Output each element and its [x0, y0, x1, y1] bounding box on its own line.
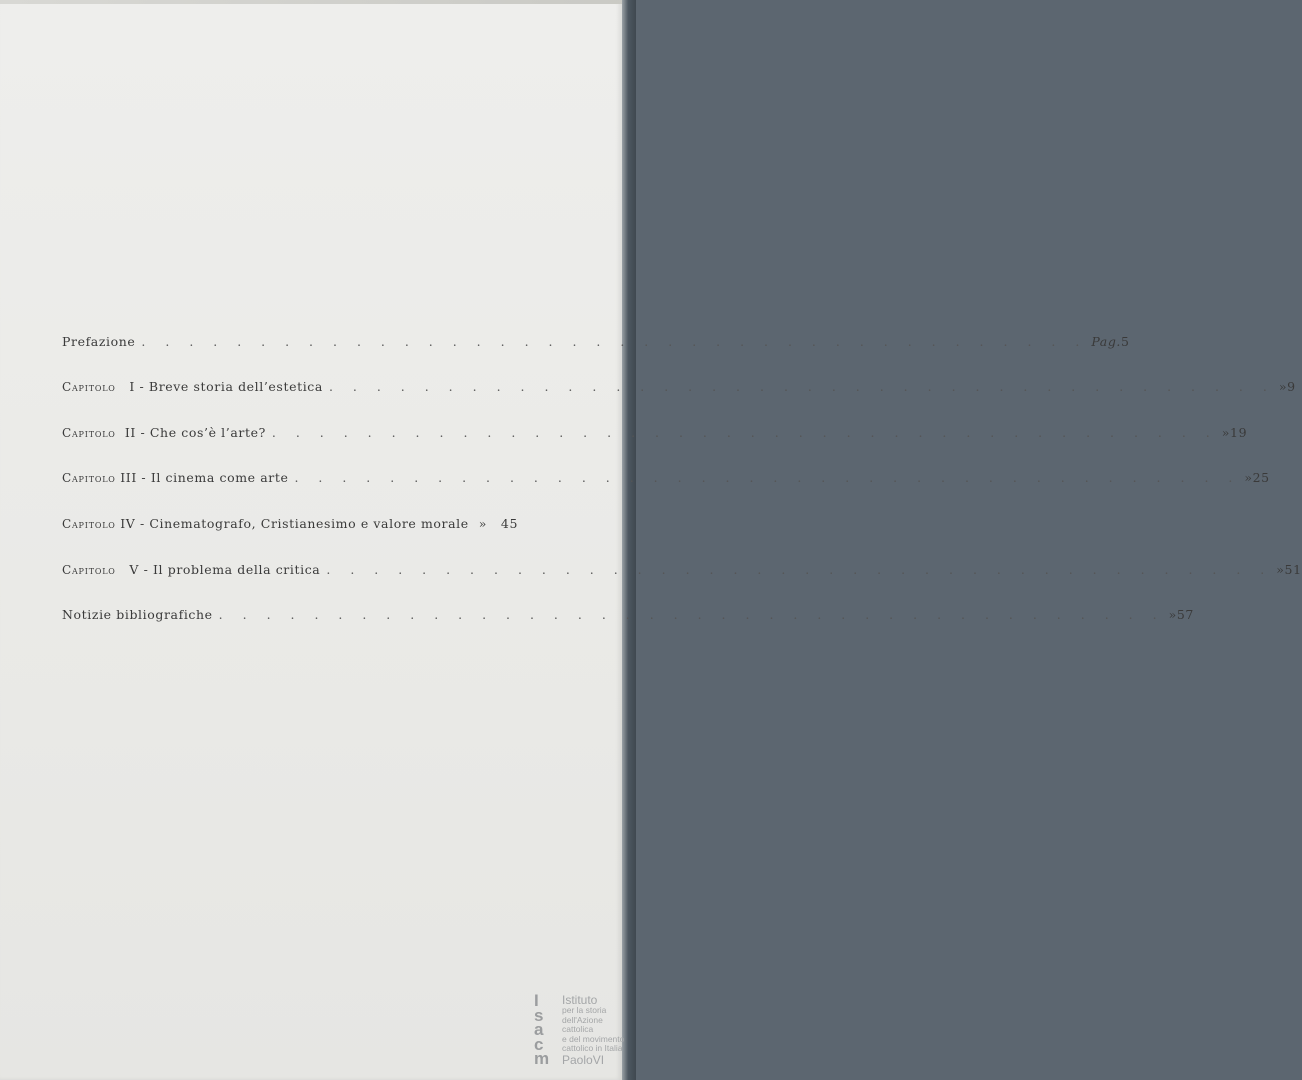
dot-leader: . . . . . . . . . . . . . . . . . . . . . . . . . . . . . . . . . . . . . . . . — [218, 607, 1165, 622]
toc-entry-title: III - Il cinema come arte — [120, 470, 289, 485]
watermark-letter: m — [534, 1049, 550, 1068]
toc-entry-ref: » — [478, 516, 488, 531]
toc-entry-title: Notizie bibliografiche — [62, 607, 213, 622]
toc-entry-capitolo-4 — [62, 516, 518, 536]
dot-leader: . . . . . . . . . . . . . . . . . . . . . . . . . . . . . . . . . . . . . . . . — [141, 334, 1088, 349]
watermark-letter: s — [534, 1005, 544, 1025]
toc-entry-label — [62, 425, 266, 440]
book-page — [0, 0, 622, 1080]
isacem-letter-mark — [534, 991, 560, 1068]
toc-entry-ref: » — [1276, 562, 1285, 577]
toc-entry-label — [62, 470, 288, 485]
watermark-line: e del movimento — [562, 1033, 625, 1044]
toc-entry-capitolo-1 — [62, 379, 1296, 399]
toc-entry-ref: » — [1244, 470, 1253, 485]
dot-leader: . . . . . . . . . . . . . . . . . . . . . . . . . . . . . . . . . . . . . . . . — [294, 470, 1241, 485]
toc-entry-ref: » — [1168, 607, 1177, 622]
toc-entry-ref: » — [1278, 379, 1288, 394]
toc-entry-page: 5 — [1121, 334, 1130, 349]
toc-entry-title: Prefazione — [62, 334, 136, 349]
toc-entry-capitolo-2 — [62, 425, 1248, 445]
toc-entry-title: I - Breve storia dell’estetica — [129, 379, 323, 394]
toc-entry-page: 51 — [1284, 562, 1302, 577]
watermark-text — [562, 994, 626, 1067]
toc-entry-prefix: Capitolo — [62, 563, 116, 577]
dot-leader: . . . . . . . . . . . . . . . . . . . . . . . . . . . . . . . . . . . . . . . . — [326, 562, 1273, 577]
toc-entry-label — [62, 379, 323, 394]
watermark-letter: c — [534, 1034, 544, 1054]
toc-entry-prefix: Capitolo — [62, 471, 116, 485]
toc-entry-prefix: Capitolo — [62, 426, 116, 440]
toc-entry-prefix: Capitolo — [62, 517, 116, 531]
watermark-line: Istituto — [562, 993, 598, 1007]
watermark-letter: I — [534, 991, 539, 1010]
toc-entry-label — [62, 516, 469, 531]
toc-entry-page: 19 — [1230, 425, 1248, 440]
watermark-line: per la storia — [562, 1005, 607, 1015]
watermark-line: dell'Azione cattolica — [562, 1014, 603, 1035]
toc-entry-notizie — [62, 607, 1194, 627]
toc-entry-page: 9 — [1287, 379, 1296, 394]
toc-entry-prefix: Capitolo — [62, 380, 116, 394]
toc-entry-title: V - Il problema della critica — [129, 562, 321, 577]
isacem-watermark-logo — [534, 991, 625, 1072]
toc-entry-page: 45 — [500, 516, 518, 531]
book-spine-edge — [622, 0, 636, 1080]
toc-entry-page: 25 — [1252, 470, 1270, 485]
dot-leader: . . . . . . . . . . . . . . . . . . . . . . . . . . . . . . . . . . . . . . . . — [271, 425, 1218, 440]
watermark-line: PaoloVI — [562, 1052, 605, 1067]
toc-entry-page: 57 — [1176, 607, 1194, 622]
page-top-edge — [0, 0, 636, 4]
watermark-letter: a — [534, 1020, 544, 1039]
toc-entry-capitolo-5 — [62, 562, 1302, 582]
toc-entry-prefazione — [62, 334, 1130, 354]
toc-entry-label — [62, 562, 320, 577]
toc-entry-title: II - Che cos’è l’arte? — [124, 425, 266, 440]
dot-leader: . . . . . . . . . . . . . . . . . . . . . . . . . . . . . . . . . . . . . . . . — [328, 379, 1275, 394]
toc-entry-ref: » — [1221, 425, 1231, 440]
toc-entry-capitolo-3 — [62, 470, 1270, 490]
toc-entry-ref: Pag. — [1091, 334, 1122, 349]
watermark-line: cattolico in Italia — [562, 1043, 623, 1054]
toc-entry-title: IV - Cinematografo, Cristianesimo e valore morale — [120, 516, 469, 531]
